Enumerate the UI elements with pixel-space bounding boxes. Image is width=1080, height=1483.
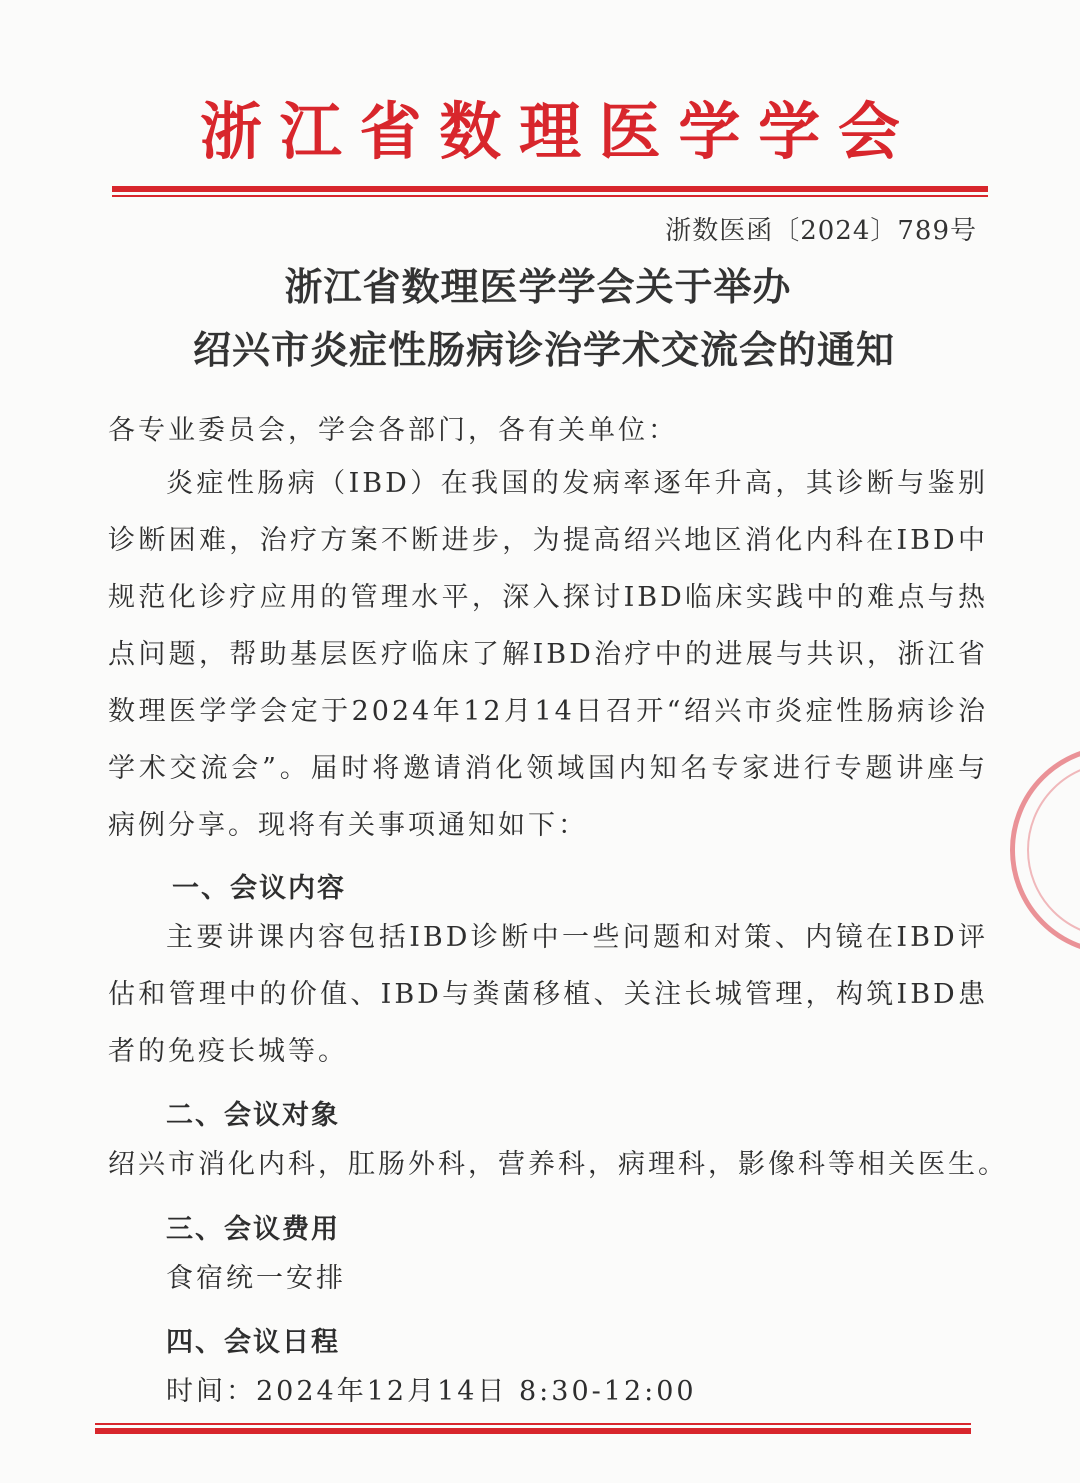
masthead-char: 数 <box>439 95 502 168</box>
masthead-char: 理 <box>518 95 581 168</box>
section-body-audience: 绍兴市消化内科，肛肠外科，营养科，病理科，影像科等相关医生。 <box>108 1149 1008 1180</box>
footer-divider <box>95 1420 971 1434</box>
masthead-char: 浙 <box>200 95 263 168</box>
intro-paragraph: 炎症性肠病（IBD）在我国的发病率逐年升高，其诊断与鉴别诊断困难，治疗方案不断进步，为提高绍兴地区消化内科在IBD中规范化诊疗应用的管理水平，深入探讨IBD临床实践中的难点与热点问题，帮助基层医疗临床了解IBD治疗中的进展与共识，浙江省数理医学学会定于2024年12月14日召开“绍兴市炎症性肠病诊治学术交流会”。届时将邀请消化领域国内知名专家进行专题讲座与病例分享。现将有关事项通知如下： <box>108 468 988 841</box>
masthead-char: 省 <box>359 95 422 168</box>
masthead <box>200 92 900 172</box>
masthead-char: 会 <box>837 95 900 168</box>
masthead-char: 江 <box>279 95 342 168</box>
header-divider <box>112 186 988 197</box>
masthead-char: 医 <box>598 95 661 168</box>
section-heading-audience: 二、会议对象 <box>166 1100 340 1131</box>
section-body-content: 主要讲课内容包括IBD诊断中一些问题和对策、内镜在IBD评估和管理中的价值、IBD与粪菌移植、关注长城管理，构筑IBD患者的免疫长城等。 <box>108 922 988 1067</box>
section-body-fees: 食宿统一安排 <box>166 1263 346 1294</box>
document-number: 浙数医函〔2024〕789号 <box>665 216 977 246</box>
section-body-schedule: 时间：2024年12月14日 8:30-12:00 <box>166 1376 697 1407</box>
masthead-char: 学 <box>678 95 741 168</box>
notice-title-line-1: 浙江省数理医学学会关于举办 <box>284 265 792 309</box>
salutation: 各专业委员会，学会各部门，各有关单位： <box>108 415 678 446</box>
notice-title-line-2: 绍兴市炎症性肠病诊治学术交流会的通知 <box>192 328 895 372</box>
masthead-char: 学 <box>758 95 821 168</box>
section-heading-content: 一、会议内容 <box>172 873 346 904</box>
official-seal-icon <box>1010 745 1080 955</box>
section-heading-schedule: 四、会议日程 <box>166 1327 340 1358</box>
section-heading-fees: 三、会议费用 <box>166 1214 340 1245</box>
